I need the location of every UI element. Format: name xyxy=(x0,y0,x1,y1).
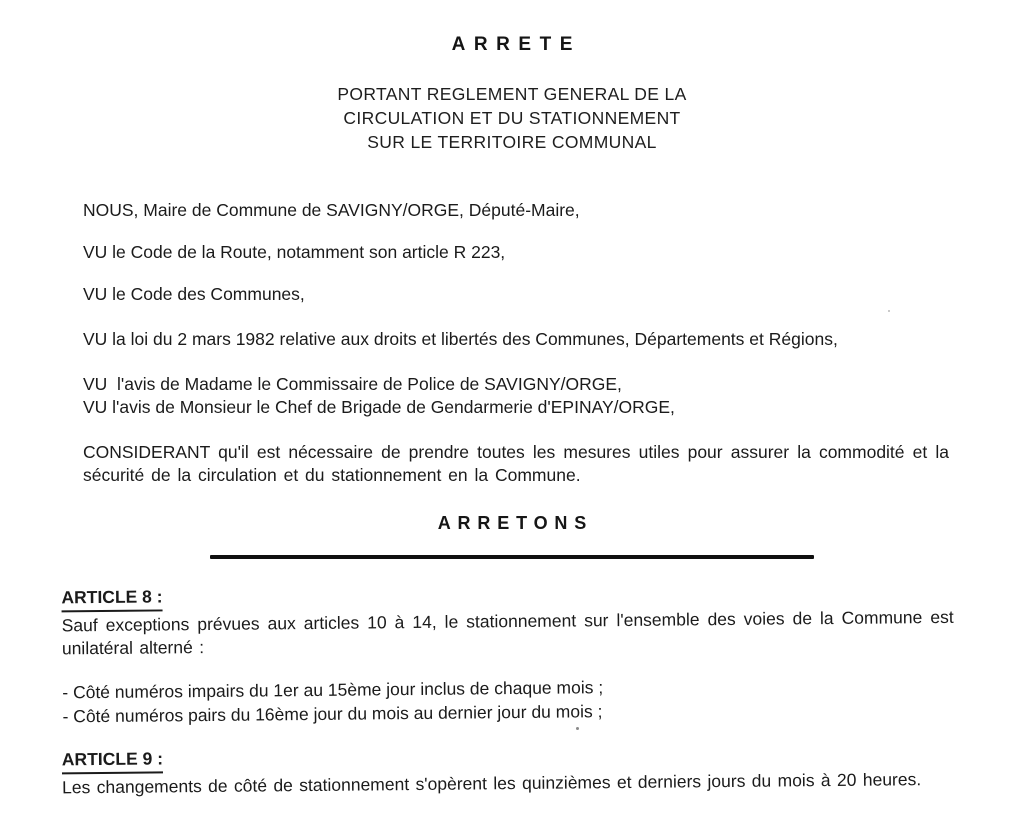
preamble-nous: NOUS, Maire de Commune de SAVIGNY/ORGE, Député-Maire, xyxy=(83,200,580,220)
document-title: ARRETE xyxy=(451,34,581,55)
arretons-heading: ARRETONS xyxy=(437,513,594,533)
article-8-items xyxy=(62,673,954,729)
article-8-heading: ARTICLE 8 : xyxy=(61,585,162,612)
preamble-vu-loi-1982: VU la loi du 2 mars 1982 relative aux droits et libertés des Communes, Départements et Régions, xyxy=(83,329,838,349)
preamble-vu-avis-commissaire: VU l'avis de Madame le Commissaire de Police de SAVIGNY/ORGE, xyxy=(83,374,622,394)
scan-speck xyxy=(576,727,579,730)
article-8-item-even-side: - Côté numéros pairs du 16ème jour du mois au dernier jour du mois ; xyxy=(62,701,603,727)
article-9-body: Les changements de côté de stationnement s'opèrent les quinzièmes et derniers jours du mois à 20 heures. xyxy=(62,769,922,798)
preamble xyxy=(0,200,956,487)
article-8-item-odd-side: - Côté numéros impairs du 1er au 15ème jour inclus de chaque mois ; xyxy=(62,677,604,703)
preamble-vu-code-route: VU le Code de la Route, notamment son article R 223, xyxy=(83,242,506,262)
considerant-paragraph: CONSIDERANT qu'il est nécessaire de prendre toutes les mesures utiles pour assurer la commodité et la sécurité de la circulation et du stationnement en la Commune. xyxy=(83,442,956,485)
scan-speck xyxy=(888,310,890,312)
preamble-vu-avis-gendarmerie: VU l'avis de Monsieur le Chef de Brigade de Gendarmerie d'EPINAY/ORGE, xyxy=(83,397,675,417)
subtitle-line: PORTANT REGLEMENT GENERAL DE LA xyxy=(337,84,687,104)
horizontal-rule xyxy=(210,555,814,559)
article-9-section xyxy=(0,740,954,800)
subtitle-line: SUR LE TERRITOIRE COMMUNAL xyxy=(367,132,657,152)
article-9-heading: ARTICLE 9 : xyxy=(62,747,163,774)
document-subtitle xyxy=(0,82,1024,154)
preamble-vu-code-communes: VU le Code des Communes, xyxy=(83,284,305,304)
subtitle-line: CIRCULATION ET DU STATIONNEMENT xyxy=(343,108,681,128)
article-8-body: Sauf exceptions prévues aux articles 10 à 14, le stationnement sur l'ensemble des voies de la Commune est unilatéral alterné : xyxy=(61,606,954,659)
article-8-section xyxy=(0,578,955,729)
